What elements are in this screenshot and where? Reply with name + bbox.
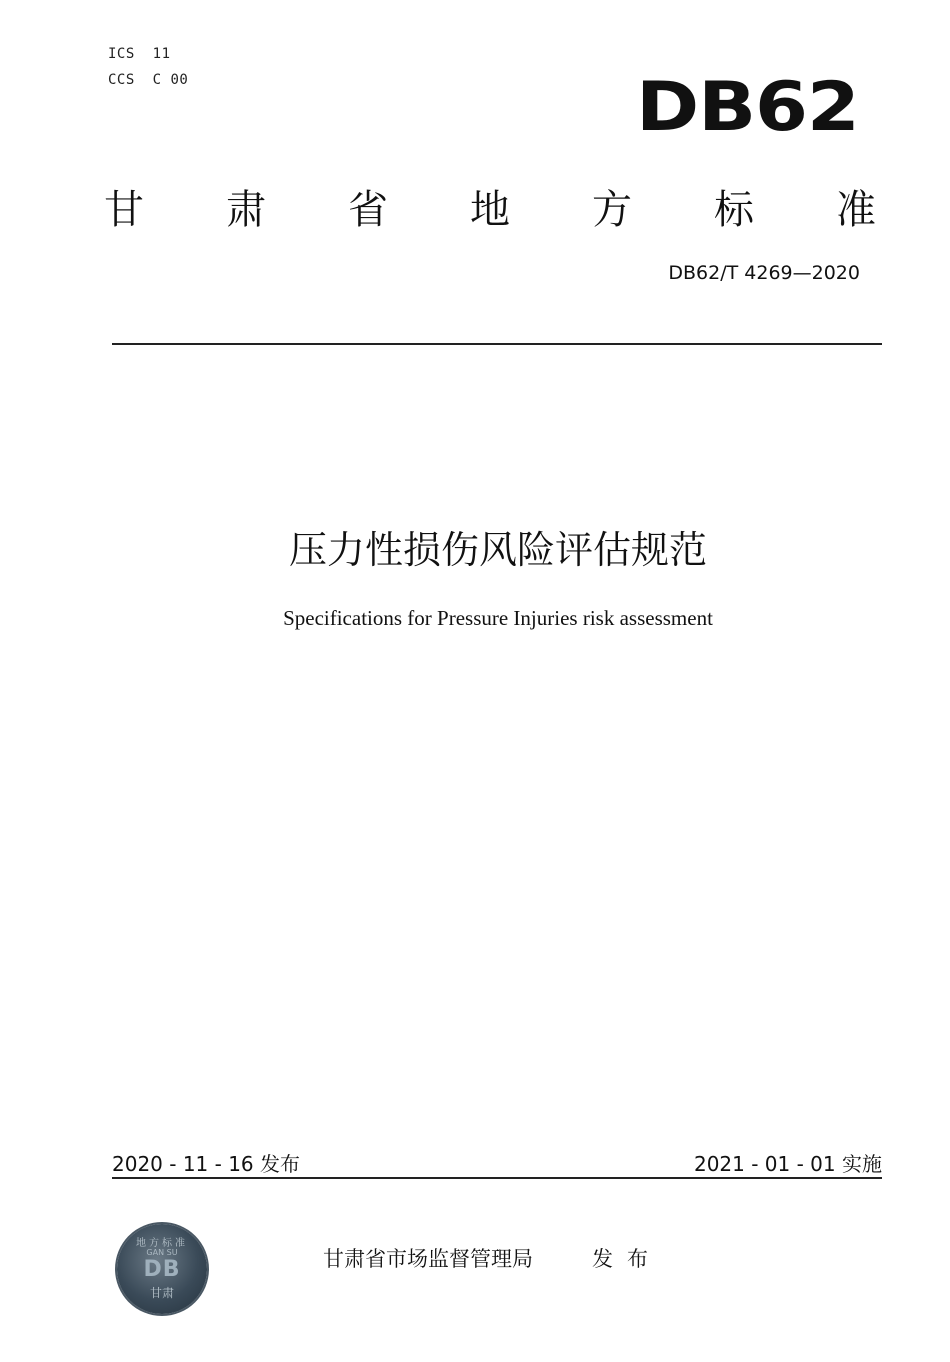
heading-char: 方 (592, 187, 632, 233)
publish-label: 发布 (592, 1247, 662, 1271)
heading-char: 标 (714, 187, 754, 233)
document-title-chinese: 压力性损伤风险评估规范 (288, 528, 707, 572)
seal-top-text: 地方标准 (136, 1238, 188, 1249)
seal-center-text: DB (143, 1257, 181, 1282)
top-divider (112, 343, 882, 345)
bottom-divider (112, 1177, 882, 1179)
seal-bottom-text: 甘肃 (149, 1286, 174, 1300)
issue-date: 2020 - 11 - 16 发布 (112, 1152, 301, 1176)
implementation-date: 2021 - 01 - 01 实施 (693, 1152, 882, 1176)
seal-mid-text: GAN SU (146, 1248, 178, 1257)
document-title-english: Specifications for Pressure Injuries risk assessment (283, 606, 713, 630)
db-logo: DB62 (636, 68, 859, 147)
ccs-code: CCS C 00 (108, 72, 189, 88)
heading-char: 地 (470, 187, 510, 233)
ics-code: ICS 11 (108, 46, 171, 62)
heading-char: 省 (348, 187, 388, 233)
heading-char: 准 (836, 187, 876, 233)
heading-char: 肃 (226, 187, 266, 233)
standard-heading (104, 186, 876, 234)
publisher-name: 甘肃省市场监督管理局 (323, 1247, 533, 1271)
heading-char: 甘 (104, 187, 144, 233)
standard-number: DB62/T 4269—2020 (668, 262, 860, 284)
official-seal (117, 1224, 207, 1314)
